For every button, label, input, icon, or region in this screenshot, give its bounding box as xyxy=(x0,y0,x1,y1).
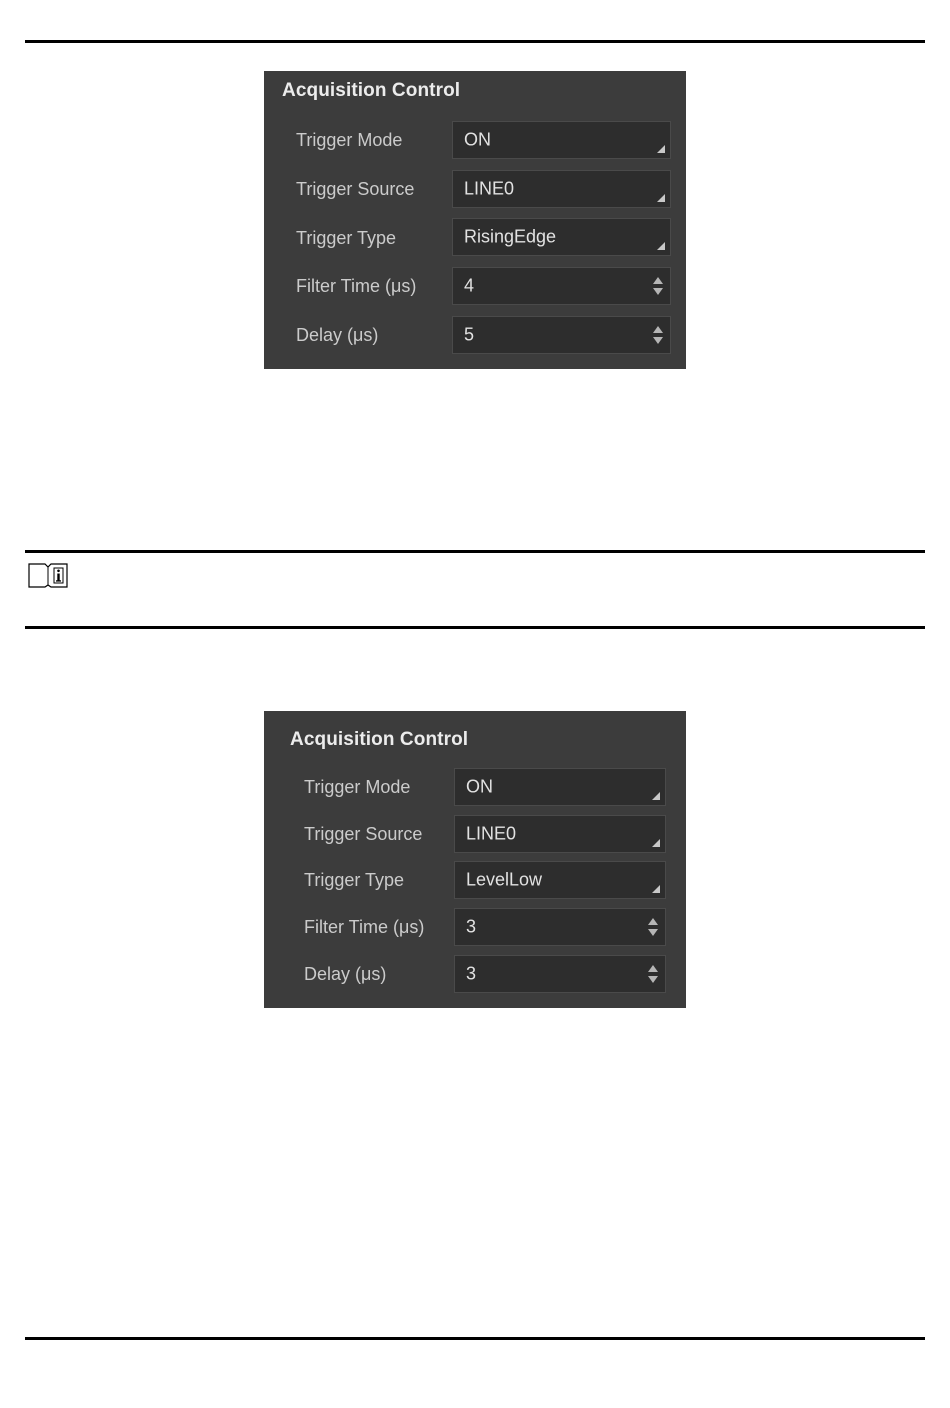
note-bottom-rule xyxy=(25,626,925,629)
filter-time-value: 3 xyxy=(466,916,477,937)
trigger-source-label: Trigger Source xyxy=(296,179,415,199)
trigger-type-label: Trigger Type xyxy=(304,870,405,890)
trigger-source-dropdown[interactable] xyxy=(452,170,671,208)
spin-arrows-icon[interactable] xyxy=(653,326,663,344)
note-top-rule xyxy=(25,550,925,553)
bottom-rule xyxy=(25,1337,925,1340)
trigger-type-dropdown[interactable] xyxy=(452,218,671,256)
acquisition-control-panel-1 xyxy=(264,71,686,369)
trigger-type-value: LevelLow xyxy=(466,869,543,890)
filter-time-value: 4 xyxy=(464,275,475,296)
trigger-mode-value: ON xyxy=(464,129,491,150)
trigger-mode-dropdown[interactable] xyxy=(454,768,666,806)
dropdown-corner-icon xyxy=(652,839,660,847)
trigger-source-dropdown[interactable] xyxy=(454,815,666,853)
acquisition-control-panel-2 xyxy=(264,711,686,1008)
filter-time-label: Filter Time (μs) xyxy=(296,276,417,296)
delay-value: 3 xyxy=(466,963,477,984)
trigger-source-value: LINE0 xyxy=(466,823,517,844)
trigger-source-value: LINE0 xyxy=(464,178,515,199)
panel-title: Acquisition Control xyxy=(290,729,469,750)
delay-spinbox[interactable] xyxy=(454,955,666,993)
trigger-type-value: RisingEdge xyxy=(464,226,557,247)
dropdown-corner-icon xyxy=(652,885,660,893)
filter-time-label: Filter Time (μs) xyxy=(304,917,425,937)
book-info-icon xyxy=(28,561,68,589)
trigger-type-label: Trigger Type xyxy=(296,228,397,248)
trigger-mode-label: Trigger Mode xyxy=(296,130,403,150)
dropdown-corner-icon xyxy=(657,242,665,250)
spin-arrows-icon[interactable] xyxy=(648,965,658,983)
trigger-type-dropdown[interactable] xyxy=(454,861,666,899)
spin-arrows-icon[interactable] xyxy=(648,918,658,936)
trigger-mode-dropdown[interactable] xyxy=(452,121,671,159)
dropdown-corner-icon xyxy=(657,145,665,153)
delay-label: Delay (μs) xyxy=(296,325,379,345)
filter-time-spinbox[interactable] xyxy=(454,908,666,946)
delay-label: Delay (μs) xyxy=(304,964,387,984)
dropdown-corner-icon xyxy=(652,792,660,800)
trigger-mode-value: ON xyxy=(466,776,493,797)
panel-title: Acquisition Control xyxy=(282,80,461,101)
dropdown-corner-icon xyxy=(657,194,665,202)
delay-value: 5 xyxy=(464,324,475,345)
delay-spinbox[interactable] xyxy=(452,316,671,354)
filter-time-spinbox[interactable] xyxy=(452,267,671,305)
trigger-source-label: Trigger Source xyxy=(304,824,423,844)
spin-arrows-icon[interactable] xyxy=(653,277,663,295)
top-rule xyxy=(25,40,925,43)
trigger-mode-label: Trigger Mode xyxy=(304,777,411,797)
